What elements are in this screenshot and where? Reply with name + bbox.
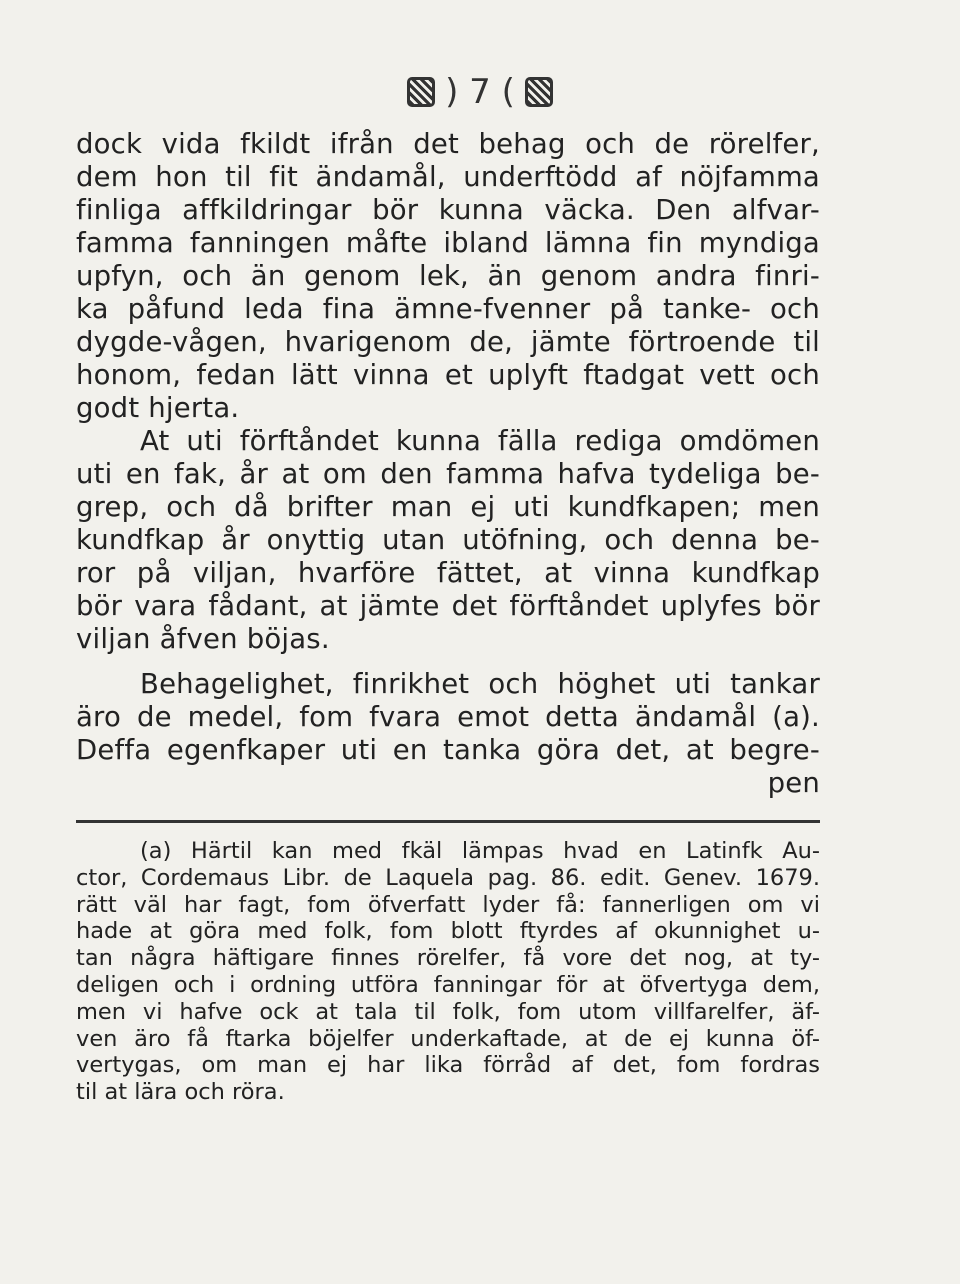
body-line: finliga affkildringar bör kunna väcka. Den alfvar- (76, 194, 820, 226)
body-line: dygde-vågen, hvarigenom de, jämte förtroende til (76, 326, 820, 358)
body-line: famma fanningen måfte ibland lämna fin myndiga (76, 227, 820, 259)
footnote-line: men vi hafve ock at tala til folk, fom utom villfarelfer, äf- (76, 998, 820, 1025)
body-line: ka påfund leda fina ämne-fvenner på tanke- och (76, 293, 820, 325)
footnote-line: ven äro få ftarka böjelfer underkaftade, at de ej kunna öf- (76, 1025, 820, 1052)
body-line: bör vara fådant, at jämte det förftåndet uplyfes bör (76, 590, 820, 622)
footnote (76, 838, 820, 1106)
body-line: upfyn, och än genom lek, än genom andra finri- (76, 260, 820, 292)
footnote-line: (a) Härtil kan med fkäl lämpas hvad en Latinfk Au- (140, 838, 820, 864)
body-line: äro de medel, fom fvara emot detta ändamål (a). (76, 701, 820, 733)
page-number: ) 7 ( (445, 72, 515, 112)
body-line: At uti förftåndet kunna fälla rediga omdömen (140, 425, 820, 457)
body-line: dock vida fkildt ifrån det behag och de rörelfer, (76, 128, 820, 160)
footnote-line: ctor, Cordemaus Libr. de Laquela pag. 86. edit. Genev. 1679. (76, 864, 820, 891)
body-line: godt hjerta. (76, 392, 240, 424)
footnote-line: hade at göra med folk, fom blott ftyrdes af okunnighet u- (76, 918, 820, 945)
footnote-line: vertygas, om man ej har lika förråd af det, fom fordras (76, 1052, 820, 1079)
footnote-line: tan några häftigare finnes rörelfer, få vore det nog, at ty- (76, 945, 820, 972)
footnote-line: deligen och i ordning utföra fanningar för at öfvertyga dem, (76, 971, 820, 998)
catchword: pen (767, 767, 820, 799)
body-line: ror på viljan, hvarföre fättet, at vinna kundfkap (76, 557, 820, 589)
body-line: dem hon til fit ändamål, underftödd af nöjfamma (76, 161, 820, 193)
footnote-line: rätt väl har fagt, fom öfverfatt lyder få: fannerligen om vi (76, 891, 820, 918)
ornament-right-icon (525, 77, 553, 107)
body-line: viljan åfven böjas. (76, 623, 330, 655)
footnote-divider (76, 820, 820, 823)
body-line: Deffa egenfkaper uti en tanka göra det, at begre- (76, 734, 820, 766)
footnote-line: til at lära och röra. (76, 1079, 285, 1106)
body-line: kundfkap år onyttig utan utöfning, och denna be- (76, 524, 820, 556)
body-line: uti en fak, år at om den famma hafva tydeliga be- (76, 458, 820, 490)
ornament-left-icon (407, 77, 435, 107)
body-line: grep, och då brifter man ej uti kundfkapen; men (76, 491, 820, 523)
page-header (0, 72, 960, 112)
body-text (76, 128, 820, 800)
body-line: honom, fedan lätt vinna et uplyft ftadgat vett och (76, 359, 820, 391)
body-line: Behagelighet, finrikhet och höghet uti tankar (140, 668, 820, 700)
